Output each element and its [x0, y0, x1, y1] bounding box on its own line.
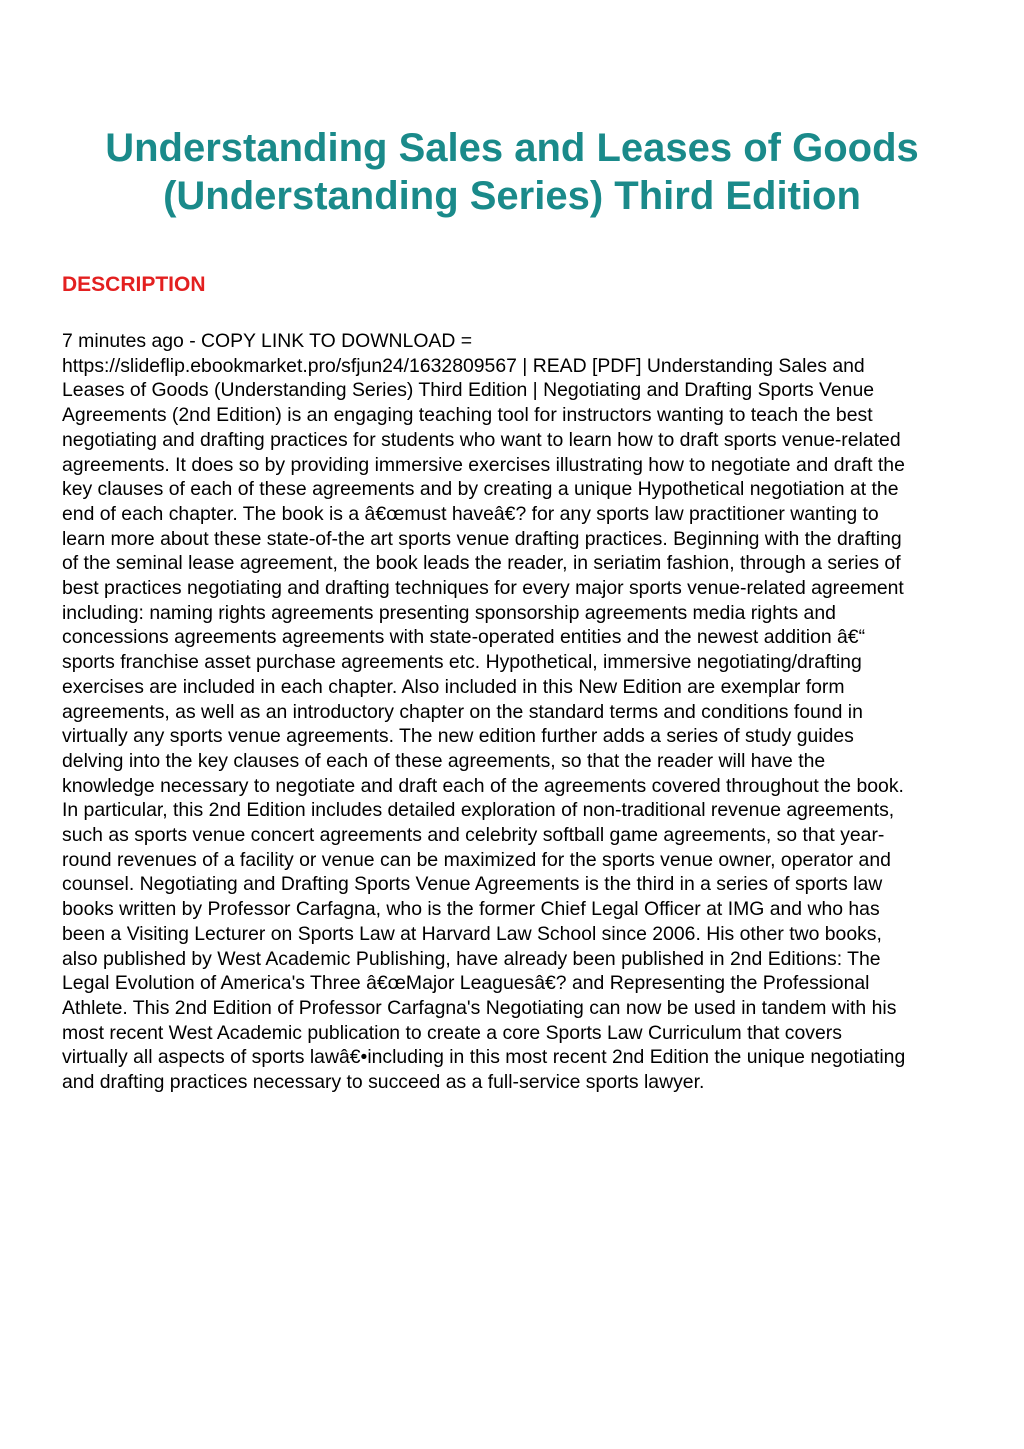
document-title: Understanding Sales and Leases of Goods (Understanding Series) Third Edition	[105, 126, 919, 218]
description-body: 7 minutes ago - COPY LINK TO DOWNLOAD = https://slideflip.ebookmarket.pro/sfjun24/1632809567 | READ [PDF] Understanding Sales and Leases of Goods (Understanding Series) Third Edition | Negotiating and Drafting Sports Venue Agreements (2nd Edition) is an engaging teaching tool for instructors wanting to teach the best negotiating and drafting practices for students who want to learn how to draft sports venue-related agreements. It does so by providing immersive exercises illustrating how to negotiate and draft the key clauses of each of these agreements and by creating a unique Hypothetical negotiation at the end of each chapter. The book is a â€œmust haveâ€? for any sports law practitioner wanting to learn more about these state-of-the art sports venue drafting practices. Beginning with the drafting of the seminal lease agreement, the book leads the reader, in seriatim fashion, through a series of best practices negotiating and drafting techniques for every major sports venue-related agreement including: naming rights agreements presenting sponsorship agreements media rights and concessions agreements agreements with state-operated entities and the newest addition â€“ sports franchise asset purchase agreements etc. Hypothetical, immersive negotiating/drafting exercises are included in each chapter. Also included in this New Edition are exemplar form agreements, as well as an introductory chapter on the standard terms and conditions found in virtually any sports venue agreements. The new edition further adds a series of study guides delving into the key clauses of each of these agreements, so that the reader will have the knowledge necessary to negotiate and draft each of the agreements covered throughout the book. In particular, this 2nd Edition includes detailed exploration of non-traditional revenue agreements, such as sports venue concert agreements and celebrity softball game agreements, so that year- round revenues of a facility or venue can be maximized for the sports venue owner, operator and counsel. Negotiating and Drafting Sports Venue Agreements is the third in a series of sports law books written by Professor Carfagna, who is the former Chief Legal Officer at IMG and who has been a Visiting Lecturer on Sports Law at Harvard Law School since 2006. His other two books, also published by West Academic Publishing, have already been published in 2nd Editions: The Legal Evolution of America's Three â€œMajor Leaguesâ€? and Representing the Professional Athlete. This 2nd Edition of Professor Carfagna's Negotiating can now be used in tandem with his most recent West Academic publication to create a core Sports Law Curriculum that covers virtually all aspects of sports lawâ€•including in this most recent 2nd Edition the unique negotiating and drafting practices necessary to succeed as a full-service sports lawyer.	[62, 330, 906, 1094]
description-heading: DESCRIPTION	[62, 273, 206, 296]
